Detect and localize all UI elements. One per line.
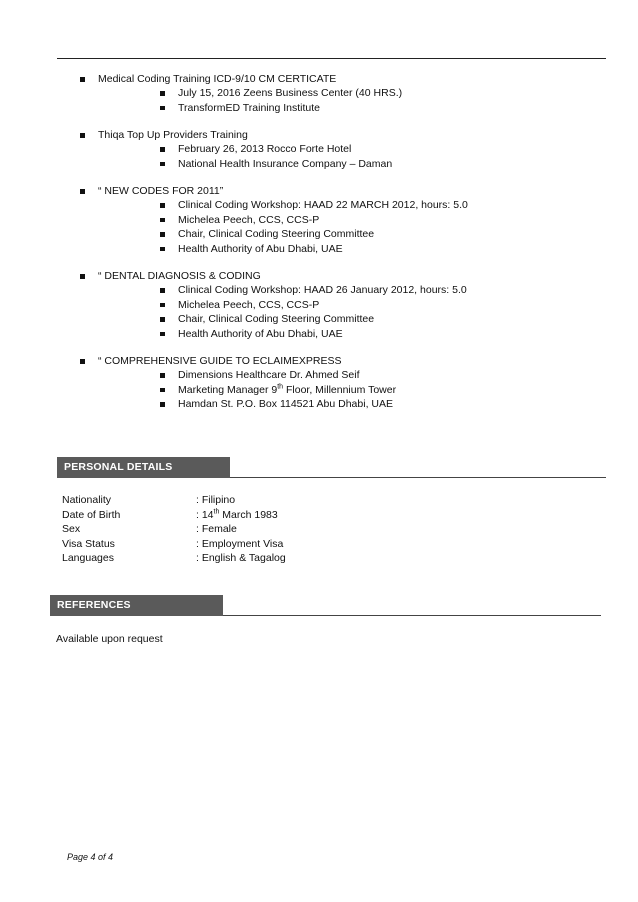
square-bullet-icon	[160, 106, 165, 111]
course-detail-text: Marketing Manager 9th Floor, Millennium Tower	[178, 383, 397, 396]
course-title: “ DENTAL DIAGNOSIS & CODING	[98, 270, 261, 282]
detail-value: : Filipino	[196, 494, 236, 506]
square-bullet-icon	[80, 274, 85, 279]
page-number: Page 4 of 4	[67, 852, 114, 862]
course-detail	[80, 142, 352, 157]
course-title: “ COMPREHENSIVE GUIDE TO ECLAIMEXPRESS	[98, 355, 342, 367]
course-detail-text: Clinical Coding Workshop: HAAD 22 MARCH 2012, hours: 5.0	[178, 199, 468, 211]
course-title: Thiqa Top Up Providers Training	[98, 129, 248, 141]
square-bullet-icon	[80, 77, 85, 82]
top-divider	[57, 58, 606, 59]
square-bullet-icon	[160, 203, 165, 208]
course-item	[80, 184, 468, 256]
course-detail-text: Michelea Peech, CCS, CCS-P	[178, 298, 320, 311]
course-title-row	[80, 72, 337, 86]
detail-value: : English & Tagalog	[196, 552, 286, 564]
course-detail	[80, 157, 393, 172]
course-detail-text: National Health Insurance Company – Daman	[178, 157, 393, 170]
course-detail-text: Michelea Peech, CCS, CCS-P	[178, 213, 320, 226]
course-title: Medical Coding Training ICD-9/10 CM CERTICATE	[98, 73, 337, 85]
square-bullet-icon	[160, 373, 165, 378]
square-bullet-icon	[80, 133, 85, 138]
section-rule	[223, 615, 601, 616]
square-bullet-icon	[160, 232, 165, 237]
course-detail-text: February 26, 2013 Rocco Forte Hotel	[178, 143, 352, 155]
course-detail-text: July 15, 2016 Zeens Business Center (40 HRS.)	[178, 87, 403, 99]
course-detail	[80, 227, 375, 242]
detail-value: : Female	[196, 523, 237, 535]
course-title-row	[80, 354, 342, 368]
references-text: Available upon request	[56, 633, 163, 645]
course-detail-text: Chair, Clinical Coding Steering Committee	[178, 313, 375, 325]
course-detail-text: Dimensions Healthcare Dr. Ahmed Seif	[178, 369, 360, 381]
detail-label: Date of Birth	[62, 508, 121, 521]
course-detail	[80, 298, 320, 313]
section-rule	[230, 477, 606, 478]
course-detail-text: Hamdan St. P.O. Box 114521 Abu Dhabi, UAE	[178, 398, 393, 410]
course-detail-text: Clinical Coding Workshop: HAAD 26 January 2012, hours: 5.0	[178, 284, 467, 296]
detail-label: Nationality	[62, 494, 112, 506]
square-bullet-icon	[160, 218, 165, 223]
course-title: “ NEW CODES FOR 2011”	[98, 185, 224, 197]
course-detail	[80, 312, 375, 327]
section-heading: PERSONAL DETAILS	[57, 457, 230, 478]
course-detail	[80, 327, 343, 342]
detail-label: Languages	[62, 552, 114, 564]
course-title-row	[80, 269, 261, 283]
course-item	[80, 72, 403, 115]
course-detail-text: Health Authority of Abu Dhabi, UAE	[178, 242, 343, 255]
course-detail	[80, 383, 397, 398]
course-item	[80, 354, 397, 412]
course-detail	[80, 213, 320, 228]
square-bullet-icon	[80, 189, 85, 194]
square-bullet-icon	[160, 388, 165, 393]
course-item	[80, 269, 467, 341]
square-bullet-icon	[160, 303, 165, 308]
square-bullet-icon	[160, 147, 165, 152]
square-bullet-icon	[160, 162, 165, 167]
course-detail-text: Health Authority of Abu Dhabi, UAE	[178, 327, 343, 340]
course-item	[80, 128, 393, 171]
square-bullet-icon	[160, 288, 165, 293]
course-detail-text: TransformED Training Institute	[178, 101, 320, 114]
square-bullet-icon	[160, 91, 165, 96]
square-bullet-icon	[80, 359, 85, 364]
course-title-row	[80, 184, 224, 198]
section-heading: REFERENCES	[50, 595, 223, 616]
square-bullet-icon	[160, 332, 165, 337]
square-bullet-icon	[160, 402, 165, 407]
detail-label: Visa Status	[62, 537, 115, 550]
course-detail	[80, 86, 403, 101]
square-bullet-icon	[160, 317, 165, 322]
course-detail	[80, 368, 360, 383]
course-detail	[80, 283, 467, 298]
course-detail	[80, 198, 468, 213]
detail-label: Sex	[62, 523, 81, 535]
personal-details-header	[57, 457, 606, 478]
training-list	[80, 72, 468, 425]
course-title-row	[80, 128, 248, 142]
square-bullet-icon	[160, 247, 165, 252]
references-header	[50, 595, 601, 616]
detail-value: : Employment Visa	[196, 537, 284, 550]
course-detail	[80, 242, 343, 257]
course-detail	[80, 101, 320, 116]
course-detail-text: Chair, Clinical Coding Steering Committee	[178, 228, 375, 240]
course-detail	[80, 397, 393, 412]
detail-value: : 14th March 1983	[196, 508, 278, 521]
